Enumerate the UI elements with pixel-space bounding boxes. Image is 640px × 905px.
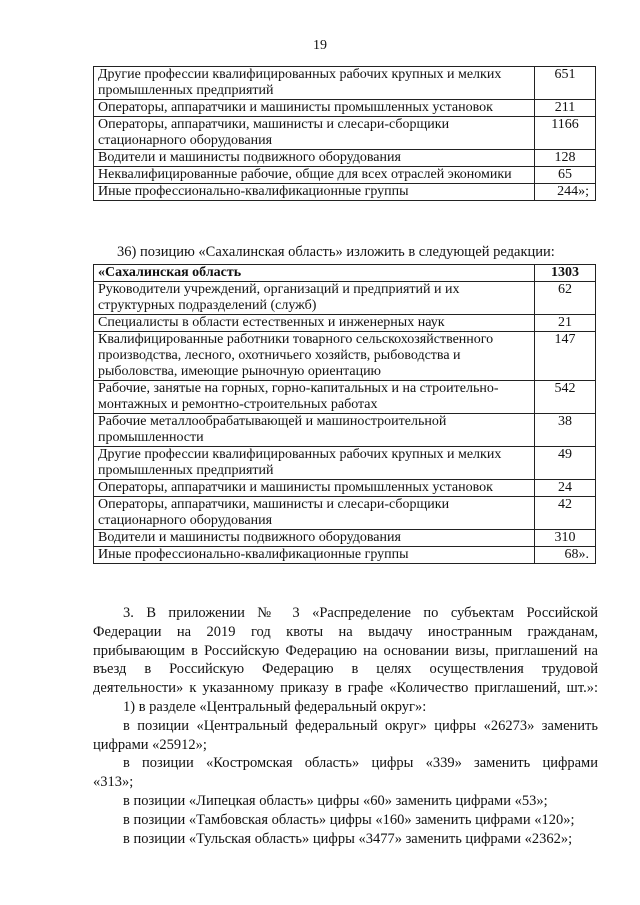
quota-value: 147 <box>535 332 596 381</box>
page-number: 19 <box>313 38 327 53</box>
occupation-label: Неквалифицированные рабочие, общие для всех отраслей экономики <box>94 167 535 184</box>
occupation-label: Водители и машинисты подвижного оборудования <box>94 150 535 167</box>
occupation-label: Другие профессии квалифицированных рабочих крупных и мелких промышленных предприятий <box>94 67 535 100</box>
quota-value: 49 <box>535 447 596 480</box>
region-name: «Сахалинская область <box>94 265 535 282</box>
table-row <box>94 184 596 201</box>
table-row <box>94 447 596 480</box>
amendment-text <box>93 604 598 848</box>
amendment-item: в позиции «Костромская область» цифры «339» заменить цифрами <box>123 755 598 772</box>
occupation-label: Иные профессионально-квалификационные группы <box>94 547 535 564</box>
occupation-label: Водители и машинисты подвижного оборудования <box>94 530 535 547</box>
table-row <box>94 282 596 315</box>
quota-value: 128 <box>535 150 596 167</box>
paragraph-line: прибывающим в Российскую Федерацию на основании визы, приглашений на <box>93 642 598 659</box>
quota-value: 1166 <box>535 117 596 150</box>
occupation-label: Руководители учреждений, организаций и предприятий и их структурных подразделений (служб) <box>94 282 535 315</box>
amendment-item: в позиции «Тамбовская область» цифры «160» заменить цифрами «120»; <box>123 811 575 828</box>
quota-value: 65 <box>535 167 596 184</box>
table-row <box>94 117 596 150</box>
occupation-label: Операторы, аппаратчики и машинисты промышленных установок <box>94 100 535 117</box>
table-row <box>94 497 596 530</box>
quota-value: 42 <box>535 497 596 530</box>
occupation-label: Операторы, аппаратчики, машинисты и слесари-сборщики стационарного оборудования <box>94 117 535 150</box>
quota-value: 24 <box>535 480 596 497</box>
quota-value: 244»; <box>535 184 596 201</box>
table-row <box>94 167 596 184</box>
quota-value: 68». <box>535 547 596 564</box>
occupation-label: Рабочие металлообрабатывающей и машиностроительной промышленности <box>94 414 535 447</box>
occupation-label: Другие профессии квалифицированных рабочих крупных и мелких промышленных предприятий <box>94 447 535 480</box>
table-row <box>94 381 596 414</box>
occupation-label: Квалифицированные работники товарного сельскохозяйственного производства, лесного, охотничьего хозяйств, рыбоводства и рыболовства, имеющие рыночную ориентацию <box>94 332 535 381</box>
paragraph-line: 3. В приложении № 3 «Распределение по субъектам Российской <box>123 605 598 621</box>
quota-value: 62 <box>535 282 596 315</box>
paragraph-line: въезд в Российскую Федерацию в целях осуществления трудовой <box>93 661 598 678</box>
table-row <box>94 315 596 332</box>
table-row <box>94 530 596 547</box>
occupation-label: Операторы, аппаратчики, машинисты и слесари-сборщики стационарного оборудования <box>94 497 535 530</box>
occupation-label: Рабочие, занятые на горных, горно-капитальных и на строительно-монтажных и ремонтно-строительных работах <box>94 381 535 414</box>
quota-value: 211 <box>535 100 596 117</box>
quota-value: 21 <box>535 315 596 332</box>
amendment-item: в позиции «Центральный федеральный округ» цифры «26273» заменить <box>123 717 598 734</box>
sakhalin-occupations-table <box>93 264 596 564</box>
amendment-item-continued: «313»; <box>93 774 134 791</box>
paragraph-line: Федерации на 2019 год квоты на выдачу иностранным гражданам, <box>93 623 598 640</box>
quota-value: 38 <box>535 414 596 447</box>
occupations-table-continued <box>93 66 596 201</box>
region-total: 1303 <box>535 265 596 282</box>
table-header-row <box>94 265 596 282</box>
paragraph-line: деятельности» к указанному приказу в графе «Количество приглашений, шт.»: <box>93 680 598 697</box>
section-36-intro: 36) позицию «Сахалинская область» изложить в следующей редакции: <box>117 244 555 260</box>
quota-value: 651 <box>535 67 596 100</box>
table-row <box>94 67 596 100</box>
occupation-label: Иные профессионально-квалификационные группы <box>94 184 535 201</box>
table-row <box>94 100 596 117</box>
table-row <box>94 547 596 564</box>
amendment-item: в позиции «Липецкая область» цифры «60» заменить цифрами «53»; <box>123 792 548 809</box>
amendment-item-continued: цифрами «25912»; <box>93 736 207 753</box>
amendment-item: в позиции «Тульская область» цифры «3477» заменить цифрами «2362»; <box>123 830 573 847</box>
table-row <box>94 150 596 167</box>
table-row <box>94 414 596 447</box>
quota-value: 310 <box>535 530 596 547</box>
subsection-heading: 1) в разделе «Центральный федеральный округ»: <box>123 698 427 715</box>
occupation-label: Операторы, аппаратчики и машинисты промышленных установок <box>94 480 535 497</box>
table-row <box>94 480 596 497</box>
table-row <box>94 332 596 381</box>
quota-value: 542 <box>535 381 596 414</box>
occupation-label: Специалисты в области естественных и инженерных наук <box>94 315 535 332</box>
